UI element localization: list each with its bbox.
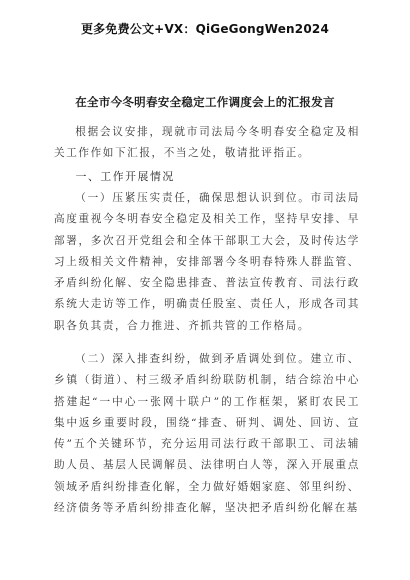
intro-block [54,122,360,165]
document-title: 在全市今冬明春安全稳定工作调度会上的汇报发言 [75,95,335,109]
subsection-1-block [54,188,360,337]
subsection-1-paragraph: （一）压紧压实责任，确保思想认识到位。市司法局高度重视今冬明春安全稳定及相关工作，坚持早安排、早部署，多次召开党组会和全体干部职工大会，及时传达学习上级相关文件精神，安排部署今冬明春特殊人群监管、矛盾纠纷化解、安全隐患排查、普法宣传教育、司法行政系统大走访等工作，明确责任股室、责任人，形成各司其职各负其责，合力推进、齐抓共管的工作格局。 [54,192,360,332]
subsection-2-block [54,349,360,519]
intro-paragraph: 根据会议安排，现就市司法局今冬明春安全稳定及相关工作作如下汇报，不当之处，敬请批评指正。 [54,126,360,160]
subsection-2-paragraph: （二）深入排查纠纷，做到矛盾调处到位。建立市、乡镇（街道）、村三级矛盾纠纷联防机制，结合综治中心搭建起“一中心一张网十联户”的工作框架，紧盯农民工集中返乡重要时段，围绕“排查、研判、调处、回访、宣传”五个关键环节，充分运用司法行政干部职工、司法辅助人员、基层人民调解员、法律明白人等，深入开展重点领域矛盾纠纷排查化解，全力做好婚姻家庭、邻里纠纷、经济债务等矛盾纠纷排查化解，坚决把矛盾纠纷化解在基 [54,353,360,515]
promo-banner: 更多免费公文+VX：QiGeGongWen2024 [80,22,329,36]
section-heading-block [54,166,360,187]
section-heading: 一、工作开展情况 [75,170,175,183]
